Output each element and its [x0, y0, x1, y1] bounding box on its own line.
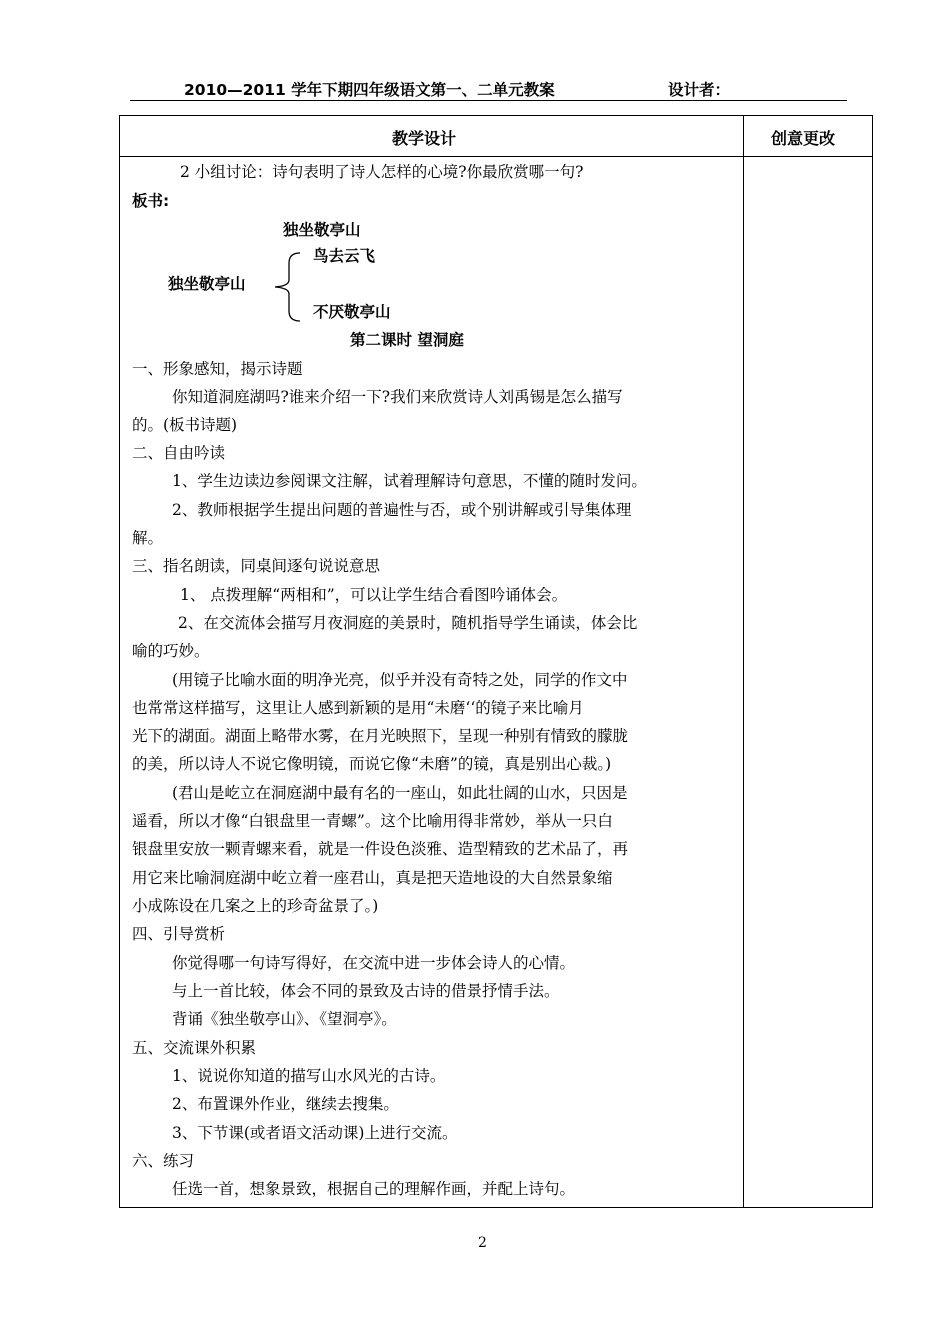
board-top-text: 独坐敬亭山 [283, 221, 361, 239]
board-branch-2: 不厌敬亭山 [313, 303, 391, 321]
paragraph: 1、学生边读边参阅课文注解，试着理解诗句意思，不懂的随时发问。 [172, 472, 647, 490]
paragraph: 解。 [132, 529, 164, 547]
column-header-creative-changes: 创意更改 [771, 129, 836, 148]
lesson-table [119, 115, 873, 1208]
paragraph: 任选一首，想象景致，根据自己的理解作画，并配上诗句。 [172, 1180, 576, 1198]
paragraph: 的。(板书诗题) [132, 416, 238, 434]
section-2-heading: 二、自由吟读 [132, 444, 226, 462]
header-row-divider [120, 156, 872, 157]
section-3-heading: 三、指名朗读，同桌间逐句说说意思 [132, 557, 381, 575]
paragraph: 3、下节课(或者语文活动课)上进行交流。 [172, 1124, 458, 1142]
paragraph: 2、布置课外作业，继续去搜集。 [172, 1095, 399, 1113]
paragraph: 1、 点拨理解“两相和”，可以让学生结合看图吟诵体会。 [180, 586, 568, 604]
lesson-title: 第二课时 望洞庭 [350, 331, 464, 349]
paragraph: 小成陈设在几案之上的珍奇盆景了。) [132, 897, 379, 915]
board-label: 板书: [132, 192, 170, 210]
paragraph: 与上一首比较，体会不同的景致及古诗的借景抒情手法。 [172, 982, 560, 1000]
section-6-heading: 六、练习 [132, 1152, 195, 1170]
section-1-heading: 一、形象感知，揭示诗题 [132, 360, 303, 378]
paragraph: 也常常这样描写，这里让人感到新颖的是用“未磨‘‘的镜子来比喻月 [132, 699, 584, 717]
paragraph: 你知道洞庭湖吗?谁来介绍一下?我们来欣赏诗人刘禹锡是怎么描写 [172, 388, 623, 406]
board-brace [272, 251, 302, 323]
board-left-text: 独坐敬亭山 [168, 275, 246, 293]
discussion-line: 2 小组讨论：诗句表明了诗人怎样的心境?你最欣赏哪一句? [180, 163, 584, 181]
paragraph: 2、教师根据学生提出问题的普遍性与否，或个别讲解或引导集体理 [172, 501, 632, 519]
paragraph: 银盘里安放一颗青螺来看，就是一件设色淡雅、造型精致的艺术品了，再 [132, 840, 629, 858]
column-header-teaching-design: 教学设计 [392, 129, 457, 148]
page-header [130, 78, 847, 101]
paragraph: 1、说说你知道的描写山水风光的古诗。 [172, 1067, 446, 1085]
paragraph: (君山是屹立在洞庭湖中最有名的一座山，如此壮阔的山水，只因是 [172, 784, 628, 802]
column-divider [743, 116, 744, 1207]
paragraph: 2、在交流体会描写月夜洞庭的美景时，随机指导学生诵读，体会比 [178, 614, 638, 632]
page-number: 2 [478, 1235, 487, 1251]
document-title: 2010—2011 学年下期四年级语文第一、二单元教案 [184, 81, 555, 99]
section-4-heading: 四、引导赏析 [132, 925, 226, 943]
paragraph: (用镜子比喻水面的明净光亮，似乎并没有奇特之处，同学的作文中 [172, 671, 628, 689]
paragraph: 光下的湖面。湖面上略带水雾，在月光映照下，呈现一种别有情致的朦胧 [132, 727, 629, 745]
paragraph: 喻的巧妙。 [132, 642, 210, 660]
paragraph: 背诵《独坐敬亭山》、《望洞亭》。 [172, 1010, 397, 1028]
paragraph: 的美，所以诗人不说它像明镜，而说它像“未磨”的镜，真是别出心裁。) [132, 755, 612, 773]
paragraph: 遥看，所以才像“白银盘里一青螺”。这个比喻用得非常妙，举从一只白 [132, 812, 613, 830]
paragraph: 你觉得哪一句诗写得好，在交流中进一步体会诗人的心情。 [172, 954, 576, 972]
paragraph: 用它来比喻洞庭湖中屹立着一座君山，真是把天造地设的大自然景象缩 [132, 869, 613, 887]
designer-label: 设计者： [668, 81, 731, 99]
board-branch-1: 鸟去云飞 [313, 247, 376, 265]
section-5-heading: 五、交流课外积累 [132, 1039, 257, 1057]
